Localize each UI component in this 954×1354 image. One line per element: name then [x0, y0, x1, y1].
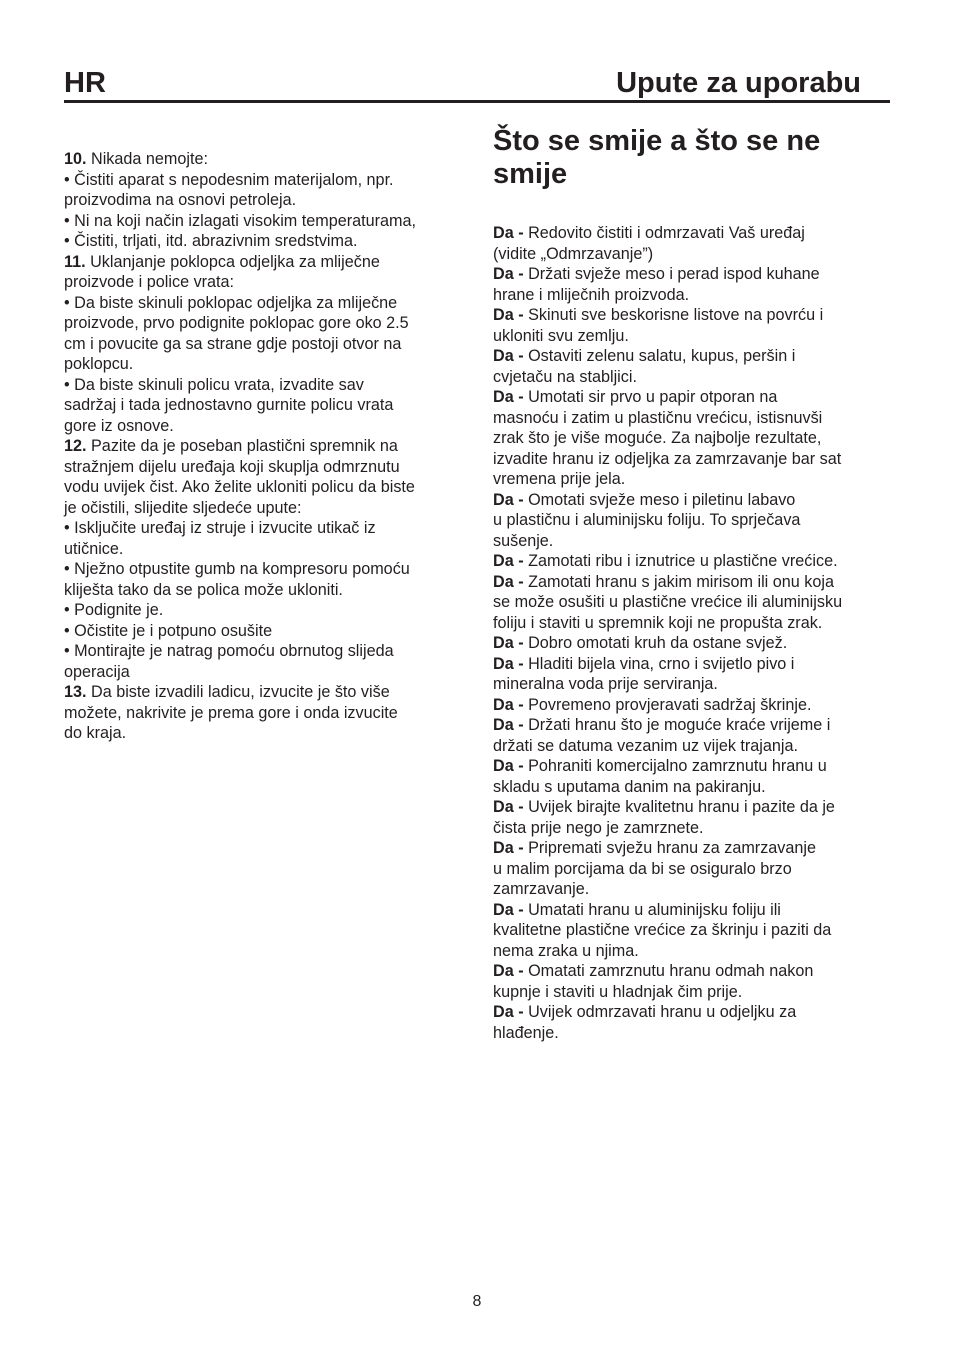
line-text: Držati hranu što je moguće kraće vrijeme i [523, 716, 831, 734]
text-line [493, 490, 893, 511]
text-line [493, 633, 893, 654]
line-text: masnoću i zatim u plastičnu vrećicu, istisnuvši [493, 408, 823, 427]
text-line [64, 293, 464, 314]
line-text: operacija [64, 662, 130, 681]
line-text: Ostaviti zelenu salatu, kupus, peršin i [523, 347, 796, 365]
line-text: hlađenje. [493, 1023, 559, 1042]
text-line [493, 387, 893, 408]
line-text: • Nježno otpustite gumb na kompresoru pomoću [64, 560, 410, 578]
line-text: • Čistiti aparat s nepodesnim materijalom, npr. [64, 170, 394, 189]
bold-label: Da - [493, 265, 524, 283]
line-text: Dobro omotati kruh da ostane svjež. [523, 634, 788, 652]
bold-label: Da - [493, 572, 524, 591]
line-text: cvjetaču na stabljici. [493, 367, 637, 386]
text-line [64, 703, 464, 724]
section-title [493, 125, 893, 191]
text-line [493, 1023, 893, 1044]
line-text: izvadite hranu iz odjeljka za zamrzavanje bar sat [493, 449, 842, 468]
page-header [64, 64, 890, 103]
text-line [493, 223, 893, 244]
line-text: kliješta tako da se polica može ukloniti. [64, 580, 343, 599]
line-text: vodu uvijek čist. Ako želite ukloniti policu da biste [64, 478, 415, 496]
line-text: se može osušiti u plastične vrećice ili aluminijsku [493, 593, 843, 611]
text-line [493, 838, 893, 859]
line-text: • Da biste skinuli poklopac odjeljka za mliječne [64, 293, 398, 312]
text-line [64, 395, 464, 416]
bold-label: 13. [64, 683, 87, 701]
text-line [64, 621, 464, 642]
line-text: Uvijek birajte kvalitetnu hranu i pazite da je [523, 798, 835, 816]
text-line [493, 449, 893, 470]
line-text: Držati svježe meso i perad ispod kuhane [523, 265, 820, 283]
text-line [64, 272, 464, 293]
bold-label: Da - [493, 388, 524, 406]
text-line [64, 252, 464, 273]
text-line [64, 375, 464, 396]
bold-label: Da - [493, 490, 524, 509]
text-line [64, 436, 464, 457]
text-line [493, 305, 893, 326]
bold-label: 12. [64, 437, 87, 455]
line-text: gore iz osnove. [64, 416, 174, 435]
text-line [493, 920, 893, 941]
line-text: poklopcu. [64, 355, 134, 373]
bold-label: Da - [493, 306, 524, 324]
line-text: sušenje. [493, 531, 554, 550]
line-text: hrane i mliječnih proizvoda. [493, 285, 690, 304]
line-text: Umatati hranu u aluminijsku foliju ili [523, 900, 781, 919]
bold-label: Da - [493, 695, 524, 714]
text-line [493, 613, 893, 634]
bold-label: Da - [493, 634, 524, 652]
line-text: u plastičnu i aluminijsku foliju. To sprječava [493, 511, 801, 529]
text-line [493, 244, 893, 265]
text-line [64, 313, 464, 334]
text-line [493, 264, 893, 285]
line-text: Uvijek odmrzavati hranu u odjeljku za [523, 1003, 797, 1021]
text-line [493, 797, 893, 818]
text-line [64, 457, 464, 478]
text-line [493, 469, 893, 490]
text-line [64, 334, 464, 355]
line-text: • Podignite je. [64, 601, 164, 619]
text-line [493, 736, 893, 757]
text-line [64, 149, 464, 170]
language-code: HR [64, 67, 106, 99]
line-text: Zamotati hranu s jakim mirisom ili onu koja [523, 572, 834, 591]
line-text: Omatati zamrznutu hranu odmah nakon [523, 962, 814, 980]
line-text: cm i povucite ga sa strane gdje postoji otvor na [64, 334, 402, 353]
line-text: Uklanjanje poklopca odjeljka za mliječne [85, 252, 380, 271]
text-line [493, 674, 893, 695]
line-text: Omotati svježe meso i piletinu labavo [523, 490, 796, 509]
line-text: skladu s uputama danim na pakiranju. [493, 777, 766, 796]
line-text: Skinuti sve beskorisne listove na povrću i [523, 306, 824, 324]
text-line [64, 662, 464, 683]
text-line [493, 367, 893, 388]
line-text: • Očistite je i potpuno osušite [64, 621, 273, 640]
line-text: nema zraka u njima. [493, 941, 639, 960]
text-line [493, 777, 893, 798]
line-text: čista prije nego je zamrznete. [493, 818, 704, 837]
text-line [64, 211, 464, 232]
text-line [493, 285, 893, 306]
text-line [493, 859, 893, 880]
line-text: stražnjem dijelu uređaja koji skuplja odmrznutu [64, 457, 400, 476]
text-line [493, 346, 893, 367]
text-line [64, 682, 464, 703]
text-line [64, 498, 464, 519]
line-text: zrak što je više moguće. Za najbolje rezultate, [493, 429, 822, 447]
line-text: (vidite „Odmrzavanje”) [493, 244, 654, 263]
text-line [493, 1002, 893, 1023]
bold-label: Da - [493, 798, 524, 816]
line-text: vremena prije jela. [493, 470, 626, 488]
text-line [64, 580, 464, 601]
line-text: Hladiti bijela vina, crno i svijetlo pivo i [523, 654, 795, 673]
line-text: Redovito čistiti i odmrzavati Vaš uređaj [523, 224, 805, 242]
text-line [493, 531, 893, 552]
text-line [493, 572, 893, 593]
line-text: Umotati sir prvo u papir otporan na [523, 388, 778, 406]
text-line [493, 818, 893, 839]
right-column [493, 125, 893, 1043]
bold-label: Da - [493, 224, 524, 242]
text-line [64, 416, 464, 437]
line-text: Pohraniti komercijalno zamrznutu hranu u [523, 757, 827, 775]
line-text: je očistili, slijedite sljedeće upute: [64, 498, 302, 517]
line-text: • Isključite uređaj iz struje i izvucite utikač iz [64, 519, 376, 537]
line-text: Da biste izvadili ladicu, izvucite je što više [86, 683, 390, 701]
text-line [493, 408, 893, 429]
page-title: Upute za uporabu [616, 67, 861, 99]
bold-label: Da - [493, 900, 524, 919]
text-line [493, 756, 893, 777]
text-line [64, 539, 464, 560]
line-text: • Montirajte je natrag pomoću obrnutog slijeda [64, 642, 394, 660]
text-line [493, 428, 893, 449]
text-line [493, 961, 893, 982]
text-line [493, 695, 893, 716]
text-line [64, 641, 464, 662]
bold-label: Da - [493, 757, 524, 775]
line-text: ukloniti svu zemlju. [493, 326, 629, 345]
line-text: kvalitetne plastične vrećice za škrinju i paziti da [493, 921, 832, 939]
line-text: u malim porcijama da bi se osiguralo brzo [493, 859, 792, 878]
left-column [64, 149, 464, 744]
bold-label: Da - [493, 962, 524, 980]
line-text: proizvode i police vrata: [64, 273, 235, 291]
line-text: možete, nakrivite je prema gore i onda izvucite [64, 703, 398, 722]
line-text: utičnice. [64, 539, 124, 558]
section-title-line: smije [493, 158, 568, 190]
text-line [64, 600, 464, 621]
bold-label: Da - [493, 654, 524, 673]
text-line [493, 715, 893, 736]
text-line [493, 551, 893, 572]
text-line [64, 723, 464, 744]
text-line [493, 941, 893, 962]
bold-label: Da - [493, 552, 524, 570]
dos-list [493, 223, 893, 1043]
line-text: držati se datuma vezanim uz vijek trajanja. [493, 736, 799, 755]
text-line [493, 326, 893, 347]
line-text: proizvodima na osnovi petroleja. [64, 191, 297, 209]
text-line [493, 592, 893, 613]
text-line [64, 518, 464, 539]
bold-label: 11. [64, 252, 86, 271]
bold-label: 10. [64, 150, 87, 168]
line-text: Povremeno provjeravati sadržaj škrinje. [523, 695, 812, 714]
text-line [493, 510, 893, 531]
section-title-line: Što se smije a što se ne [493, 125, 821, 157]
text-line [64, 559, 464, 580]
bold-label: Da - [493, 1003, 524, 1021]
line-text: Pripremati svježu hranu za zamrzavanje [523, 839, 816, 857]
bold-label: Da - [493, 347, 524, 365]
line-text: • Čistiti, trljati, itd. abrazivnim sredstvima. [64, 232, 358, 250]
line-text: • Ni na koji način izlagati visokim temperaturama, [64, 211, 417, 230]
page-number: 8 [472, 1293, 482, 1310]
text-line [64, 170, 464, 191]
bold-label: Da - [493, 716, 524, 734]
line-text: do kraja. [64, 724, 127, 742]
line-text: zamrzavanje. [493, 880, 590, 898]
text-line [64, 231, 464, 252]
text-line [64, 477, 464, 498]
line-text: proizvode, prvo podignite poklopac gore oko 2.5 [64, 314, 409, 332]
line-text: Nikada nemojte: [86, 150, 208, 168]
bold-label: Da - [493, 839, 524, 857]
text-line [493, 654, 893, 675]
line-text: • Da biste skinuli policu vrata, izvadite sav [64, 375, 364, 394]
text-line [493, 900, 893, 921]
text-line [64, 354, 464, 375]
line-text: mineralna voda prije serviranja. [493, 675, 718, 693]
text-line [493, 879, 893, 900]
line-text: sadržaj i tada jednostavno gurnite policu vrata [64, 396, 394, 414]
line-text: foliju i staviti u spremnik koji ne propušta zrak. [493, 613, 823, 632]
line-text: Pazite da je poseban plastični spremnik na [86, 437, 398, 455]
text-line [64, 190, 464, 211]
line-text: Zamotati ribu i iznutrice u plastične vrećice. [523, 552, 838, 570]
text-line [493, 982, 893, 1003]
line-text: kupnje i staviti u hladnjak čim prije. [493, 982, 743, 1001]
